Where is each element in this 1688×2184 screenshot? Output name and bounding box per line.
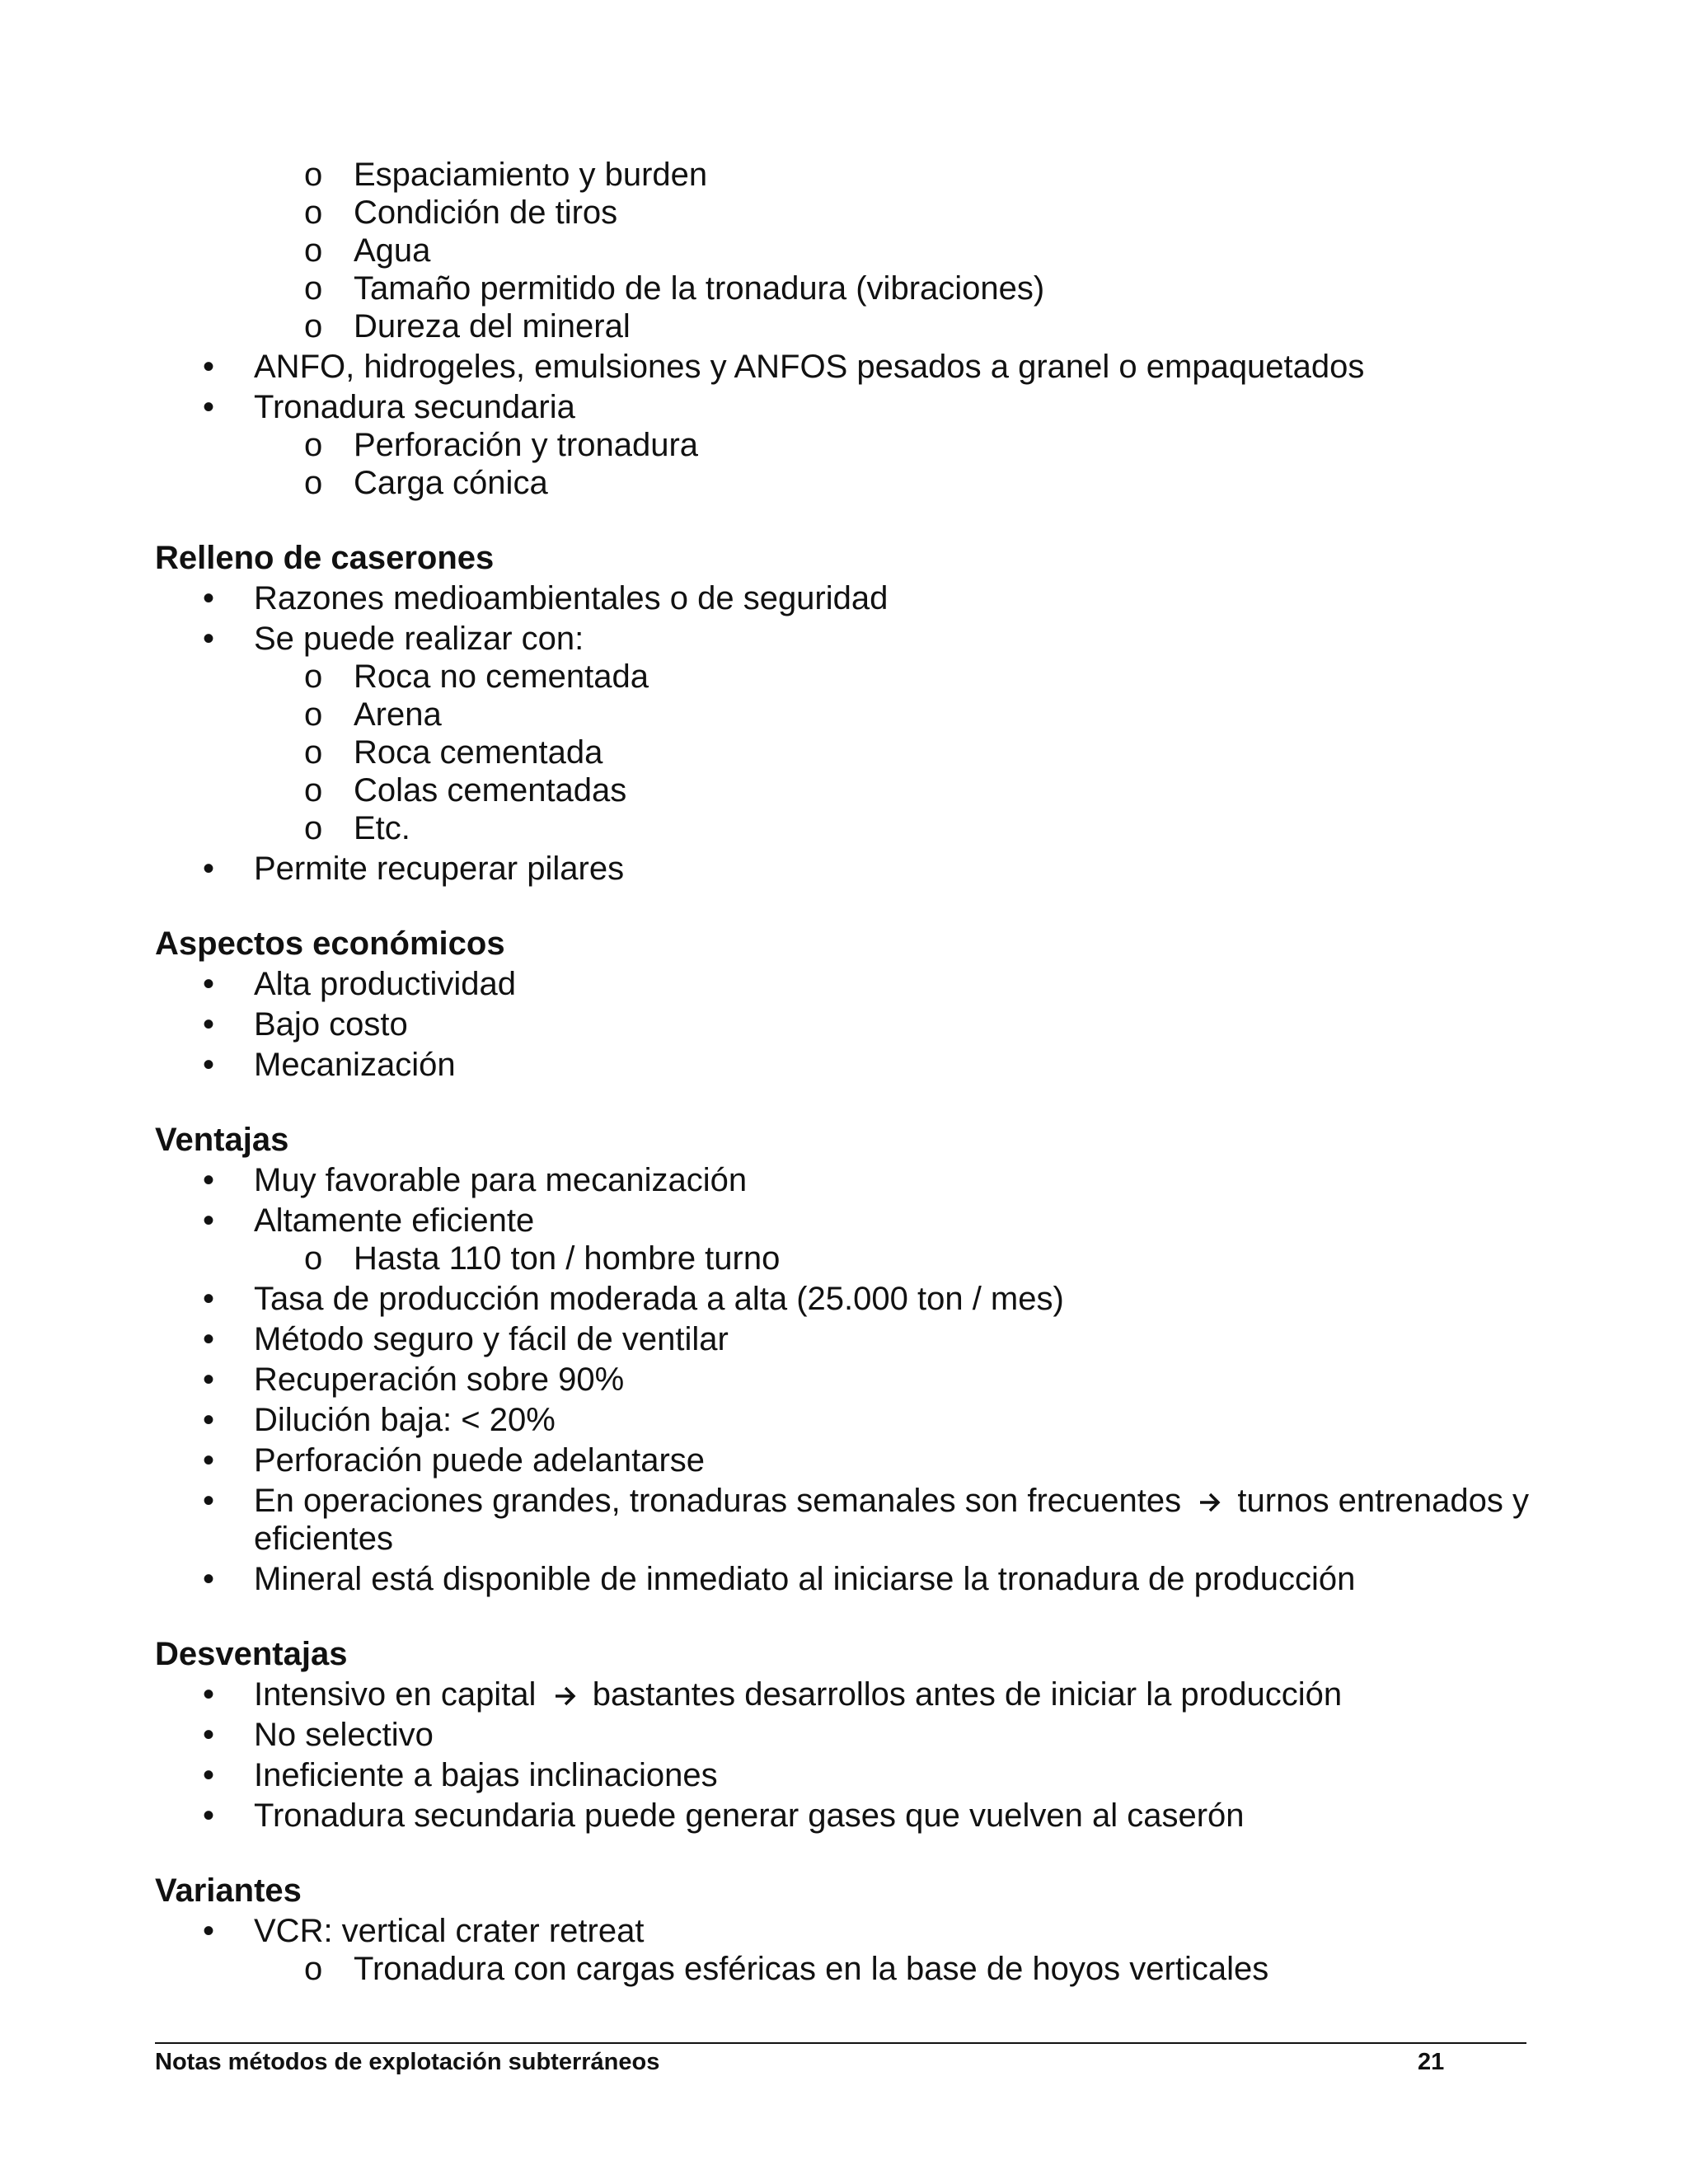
bullet-marker: • bbox=[203, 1442, 215, 1479]
sub-bullet-marker: o bbox=[304, 734, 323, 771]
bullet-marker: • bbox=[203, 1757, 215, 1793]
list-item: ANFO, hidrogeles, emulsiones y ANFOS pesados a granel o empaquetados bbox=[254, 349, 1365, 385]
list-item: Método seguro y fácil de ventilar bbox=[254, 1321, 729, 1357]
bullet-marker: • bbox=[203, 1361, 215, 1398]
list-item: Colas cementadas bbox=[354, 772, 627, 808]
sub-bullet-marker: o bbox=[304, 810, 323, 846]
list-item: Razones medioambientales o de seguridad bbox=[254, 580, 889, 616]
list-item-continuation: eficientes bbox=[254, 1521, 393, 1557]
sub-bullet-marker: o bbox=[304, 270, 323, 307]
list-item: Perforación y tronadura bbox=[354, 427, 699, 463]
list-item: Dureza del mineral bbox=[354, 308, 631, 344]
list-item: VCR: vertical crater retreat bbox=[254, 1913, 645, 1949]
list-item: Espaciamiento y burden bbox=[354, 157, 708, 193]
list-item: Recuperación sobre 90% bbox=[254, 1361, 625, 1398]
list-item bbox=[254, 1675, 1342, 1714]
bullet-marker: • bbox=[203, 621, 215, 657]
sub-bullet-marker: o bbox=[304, 658, 323, 695]
list-item-text: bastantes desarrollos antes de iniciar la producción bbox=[592, 1676, 1343, 1713]
sub-bullet-marker: o bbox=[304, 772, 323, 808]
footer-divider bbox=[155, 2042, 1526, 2044]
sub-bullet-marker: o bbox=[304, 157, 323, 193]
sub-bullet-marker: o bbox=[304, 1951, 323, 1987]
section-heading-relleno: Relleno de caserones bbox=[155, 540, 495, 576]
list-item: Mineral está disponible de inmediato al iniciarse la tronadura de producción bbox=[254, 1561, 1356, 1597]
list-item bbox=[254, 1481, 1529, 1521]
bullet-marker: • bbox=[203, 1202, 215, 1239]
bullet-marker: • bbox=[203, 1402, 215, 1438]
list-item: Ineficiente a bajas inclinaciones bbox=[254, 1757, 718, 1793]
bullet-marker: • bbox=[203, 1561, 215, 1597]
list-item: Carga cónica bbox=[354, 465, 548, 501]
list-item: Tronadura secundaria puede generar gases que vuelven al caserón bbox=[254, 1797, 1245, 1834]
bullet-marker: • bbox=[203, 349, 215, 385]
arrow-right-icon bbox=[554, 1685, 577, 1707]
bullet-marker: • bbox=[203, 1321, 215, 1357]
sub-bullet-marker: o bbox=[304, 1240, 323, 1277]
section-heading-ventajas: Ventajas bbox=[155, 1122, 289, 1158]
section-heading-desventajas: Desventajas bbox=[155, 1636, 348, 1672]
list-item: Roca no cementada bbox=[354, 658, 649, 695]
list-item: Etc. bbox=[354, 810, 410, 846]
list-item: Mecanización bbox=[254, 1047, 456, 1083]
section-heading-variantes: Variantes bbox=[155, 1872, 302, 1909]
footer-title: Notas métodos de explotación subterráneos bbox=[155, 2049, 660, 2075]
list-item-text: Intensivo en capital bbox=[254, 1676, 537, 1713]
list-item: Se puede realizar con: bbox=[254, 621, 584, 657]
bullet-marker: • bbox=[203, 1913, 215, 1949]
bullet-marker: • bbox=[203, 851, 215, 887]
list-item: Tasa de producción moderada a alta (25.000 ton / mes) bbox=[254, 1281, 1064, 1317]
sub-bullet-marker: o bbox=[304, 308, 323, 344]
list-item: No selectivo bbox=[254, 1717, 434, 1753]
list-item: Altamente eficiente bbox=[254, 1202, 535, 1239]
bullet-marker: • bbox=[203, 1162, 215, 1198]
bullet-marker: • bbox=[203, 966, 215, 1002]
list-item-text: turnos entrenados y bbox=[1237, 1483, 1529, 1519]
arrow-right-icon bbox=[1198, 1492, 1221, 1513]
list-item: Hasta 110 ton / hombre turno bbox=[354, 1240, 781, 1277]
list-item: Tronadura con cargas esféricas en la base de hoyos verticales bbox=[354, 1951, 1269, 1987]
bullet-marker: • bbox=[203, 1483, 215, 1519]
list-item: Condición de tiros bbox=[354, 194, 618, 231]
bullet-marker: • bbox=[203, 1281, 215, 1317]
sub-bullet-marker: o bbox=[304, 465, 323, 501]
list-item: Tronadura secundaria bbox=[254, 389, 575, 425]
sub-bullet-marker: o bbox=[304, 232, 323, 269]
bullet-marker: • bbox=[203, 389, 215, 425]
page-number: 21 bbox=[1418, 2049, 1445, 2075]
bullet-marker: • bbox=[203, 1797, 215, 1834]
sub-bullet-marker: o bbox=[304, 194, 323, 231]
list-item: Bajo costo bbox=[254, 1006, 408, 1043]
bullet-marker: • bbox=[203, 580, 215, 616]
list-item: Agua bbox=[354, 232, 431, 269]
sub-bullet-marker: o bbox=[304, 696, 323, 733]
list-item: Roca cementada bbox=[354, 734, 603, 771]
list-item: Perforación puede adelantarse bbox=[254, 1442, 706, 1479]
bullet-marker: • bbox=[203, 1717, 215, 1753]
bullet-marker: • bbox=[203, 1047, 215, 1083]
bullet-marker: • bbox=[203, 1006, 215, 1043]
list-item: Muy favorable para mecanización bbox=[254, 1162, 748, 1198]
list-item: Tamaño permitido de la tronadura (vibraciones) bbox=[354, 270, 1045, 307]
bullet-marker: • bbox=[203, 1676, 215, 1713]
sub-bullet-marker: o bbox=[304, 427, 323, 463]
list-item-text: En operaciones grandes, tronaduras semanales son frecuentes bbox=[254, 1483, 1182, 1519]
list-item: Arena bbox=[354, 696, 442, 733]
list-item: Permite recuperar pilares bbox=[254, 851, 625, 887]
list-item: Alta productividad bbox=[254, 966, 516, 1002]
section-heading-aspectos: Aspectos económicos bbox=[155, 926, 505, 962]
list-item: Dilución baja: < 20% bbox=[254, 1402, 556, 1438]
